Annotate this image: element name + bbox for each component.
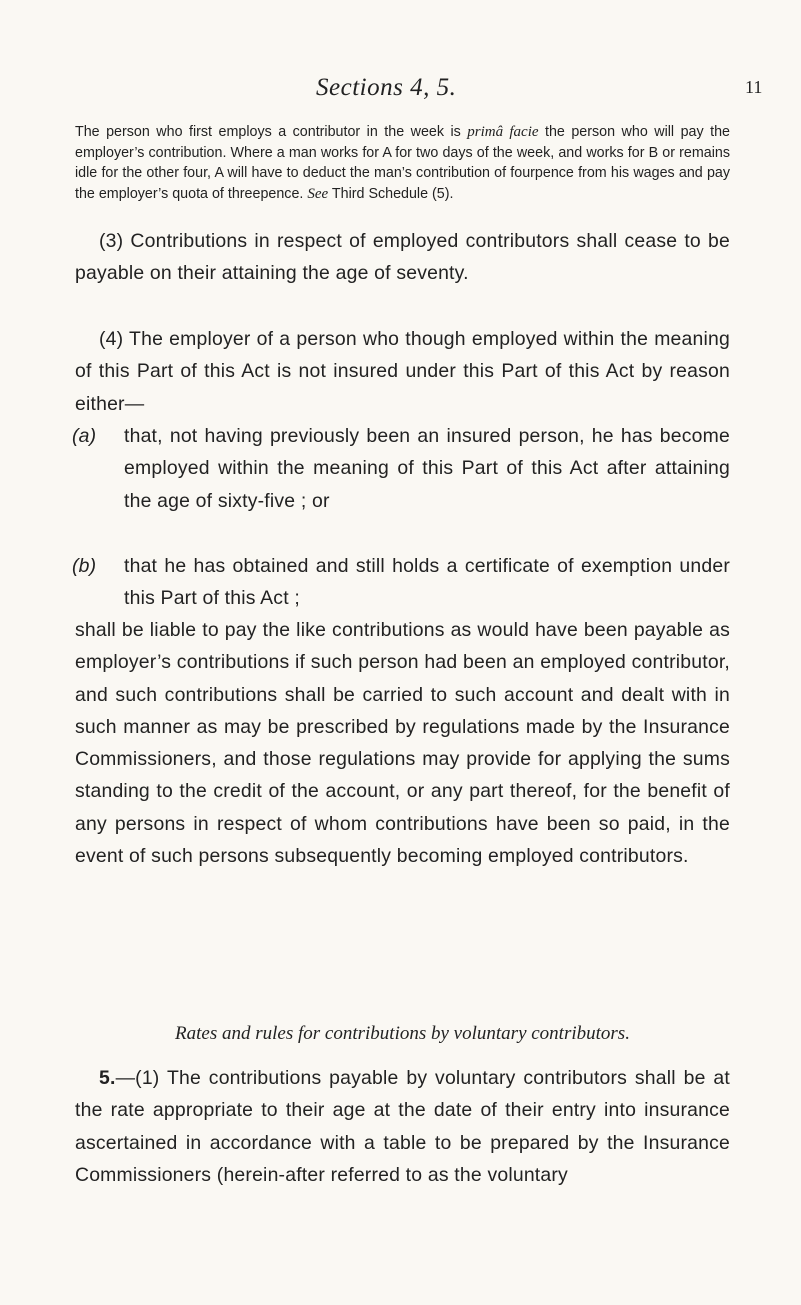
section-5-paragraph [75, 1062, 730, 1191]
subsection-4-lead: (4) The employer of a person who though employed within the meaning of this Part of this Act is not insured under this Part of this Act by reason either— [75, 328, 730, 415]
page-header [0, 74, 801, 104]
page-number: 11 [745, 77, 763, 97]
item-b-text: that he has obtained and still holds a certificate of exemption under this Part of this Act ; [124, 555, 730, 610]
item-a-text: that, not having previously been an insured person, he has become employed within the meaning of this Part of this Act after attaining the age of sixty-five ; or [124, 425, 730, 512]
subsection-4-tail: shall be liable to pay the like contributions as would have been payable as employer’s contributions if such person had been an employed contributor, and such contributions shall be carried to such account and dealt with in such manner as may be prescribed by regulations made by the Insurance Commissioners, and those regulations may provide for applying the sums standing to the credit of the account, or any part thereof, for the benefit of any persons in respect of whom contributions have been so paid, in the event of such persons subsequently becoming employed contributors. [75, 619, 730, 868]
section-heading: Rates and rules for contributions by voluntary contributors. [175, 1023, 630, 1044]
item-a-label: (a) [72, 425, 97, 447]
intro-text-3: Third Schedule (5). [328, 185, 454, 202]
subsection-3: (3) Contributions in respect of employed contributors shall cease to be payable on their attaining the age of seventy. [75, 230, 730, 285]
intro-italic-2: See [307, 185, 329, 202]
intro-text-2: the person who will pay the employer’s contribution. Where a man works for A for two days of the week, and works for B or remains idle for the other four, A will have to deduct the man’s contribution of fourpence from his wages and pay the employer’s quota of threepence. [75, 124, 730, 202]
item-b-label: (b) [72, 555, 97, 577]
intro-italic-1: primâ facie [467, 124, 539, 140]
subsection-4-item-a [72, 420, 730, 517]
intro-paragraph [75, 122, 730, 204]
running-head: Sections 4, 5. [316, 74, 457, 101]
subsection-4-item-b [72, 550, 730, 615]
section-5-number: 5. [99, 1067, 116, 1089]
section-5-text: —(1) The contributions payable by voluntary contributors shall be at the rate appropriate to their age at the date of their entry into insurance ascertained in accordance with a table to be prepared by the Insurance Commissioners (herein-after referred to as the voluntary [75, 1067, 730, 1186]
intro-text-1: The person who first employs a contributor in the week is [75, 124, 468, 140]
